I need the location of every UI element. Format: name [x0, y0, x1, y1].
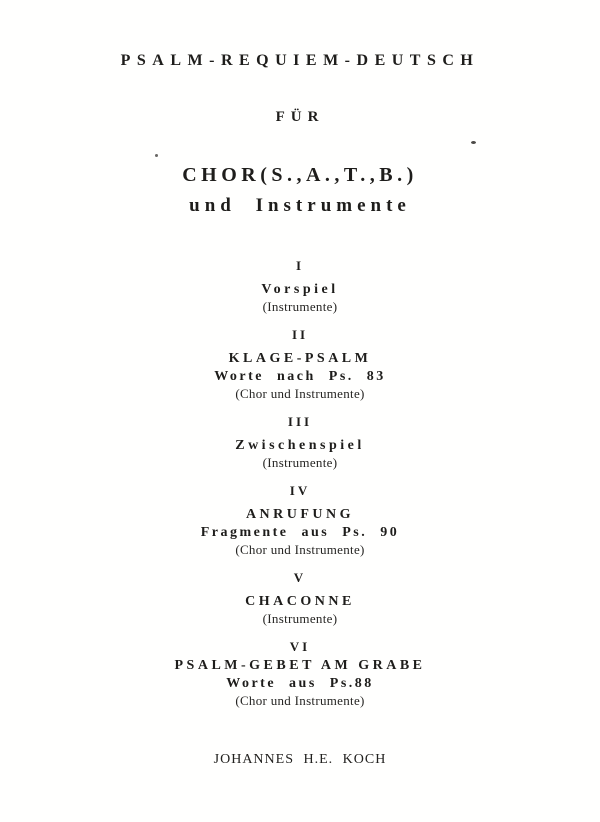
movement-source: Fragmente aus Ps. 90 [200, 525, 400, 540]
scan-speck [471, 141, 476, 144]
movements-list [0, 258, 600, 721]
for-label: FÜR [275, 109, 325, 125]
movement [0, 327, 600, 402]
movement-numeral: III [287, 414, 313, 429]
movement-source: Worte aus Ps.88 [226, 676, 374, 691]
scan-speck [155, 154, 158, 157]
movement-name: ANRUFUNG [245, 507, 355, 522]
movement-forces: (Instrumente) [262, 299, 338, 314]
composer-name: JOHANNES H.E. KOCH [213, 752, 387, 767]
movement [0, 258, 600, 315]
movement [0, 570, 600, 627]
movement-forces: (Chor und Instrumente) [235, 542, 365, 557]
movement-name: PSALM-GEBET AM GRABE [174, 658, 426, 673]
movement [0, 483, 600, 558]
movement-forces: (Chor und Instrumente) [235, 693, 365, 708]
movement-name: CHACONNE [245, 594, 355, 609]
movement [0, 414, 600, 471]
movement-name: Vorspiel [261, 282, 339, 297]
movement-numeral: V [293, 570, 307, 585]
work-title: PSALM-REQUIEM-DEUTSCH [120, 52, 480, 69]
movement-forces: (Chor und Instrumente) [235, 386, 365, 401]
movement-name: Zwischenspiel [235, 438, 365, 453]
movement-numeral: I [295, 258, 305, 273]
ensemble-line-instruments: und Instrumente [189, 195, 411, 216]
movement-numeral: IV [289, 483, 311, 498]
movement-forces: (Instrumente) [262, 455, 338, 470]
movement-forces: (Instrumente) [262, 611, 338, 626]
movement-numeral: VI [289, 639, 311, 654]
movement-name: KLAGE-PSALM [228, 351, 372, 366]
ensemble-line-voices: CHOR(S.,A.,T.,B.) [182, 164, 418, 186]
movement-numeral: II [291, 327, 309, 342]
movement [0, 639, 600, 709]
movement-source: Worte nach Ps. 83 [214, 369, 386, 384]
